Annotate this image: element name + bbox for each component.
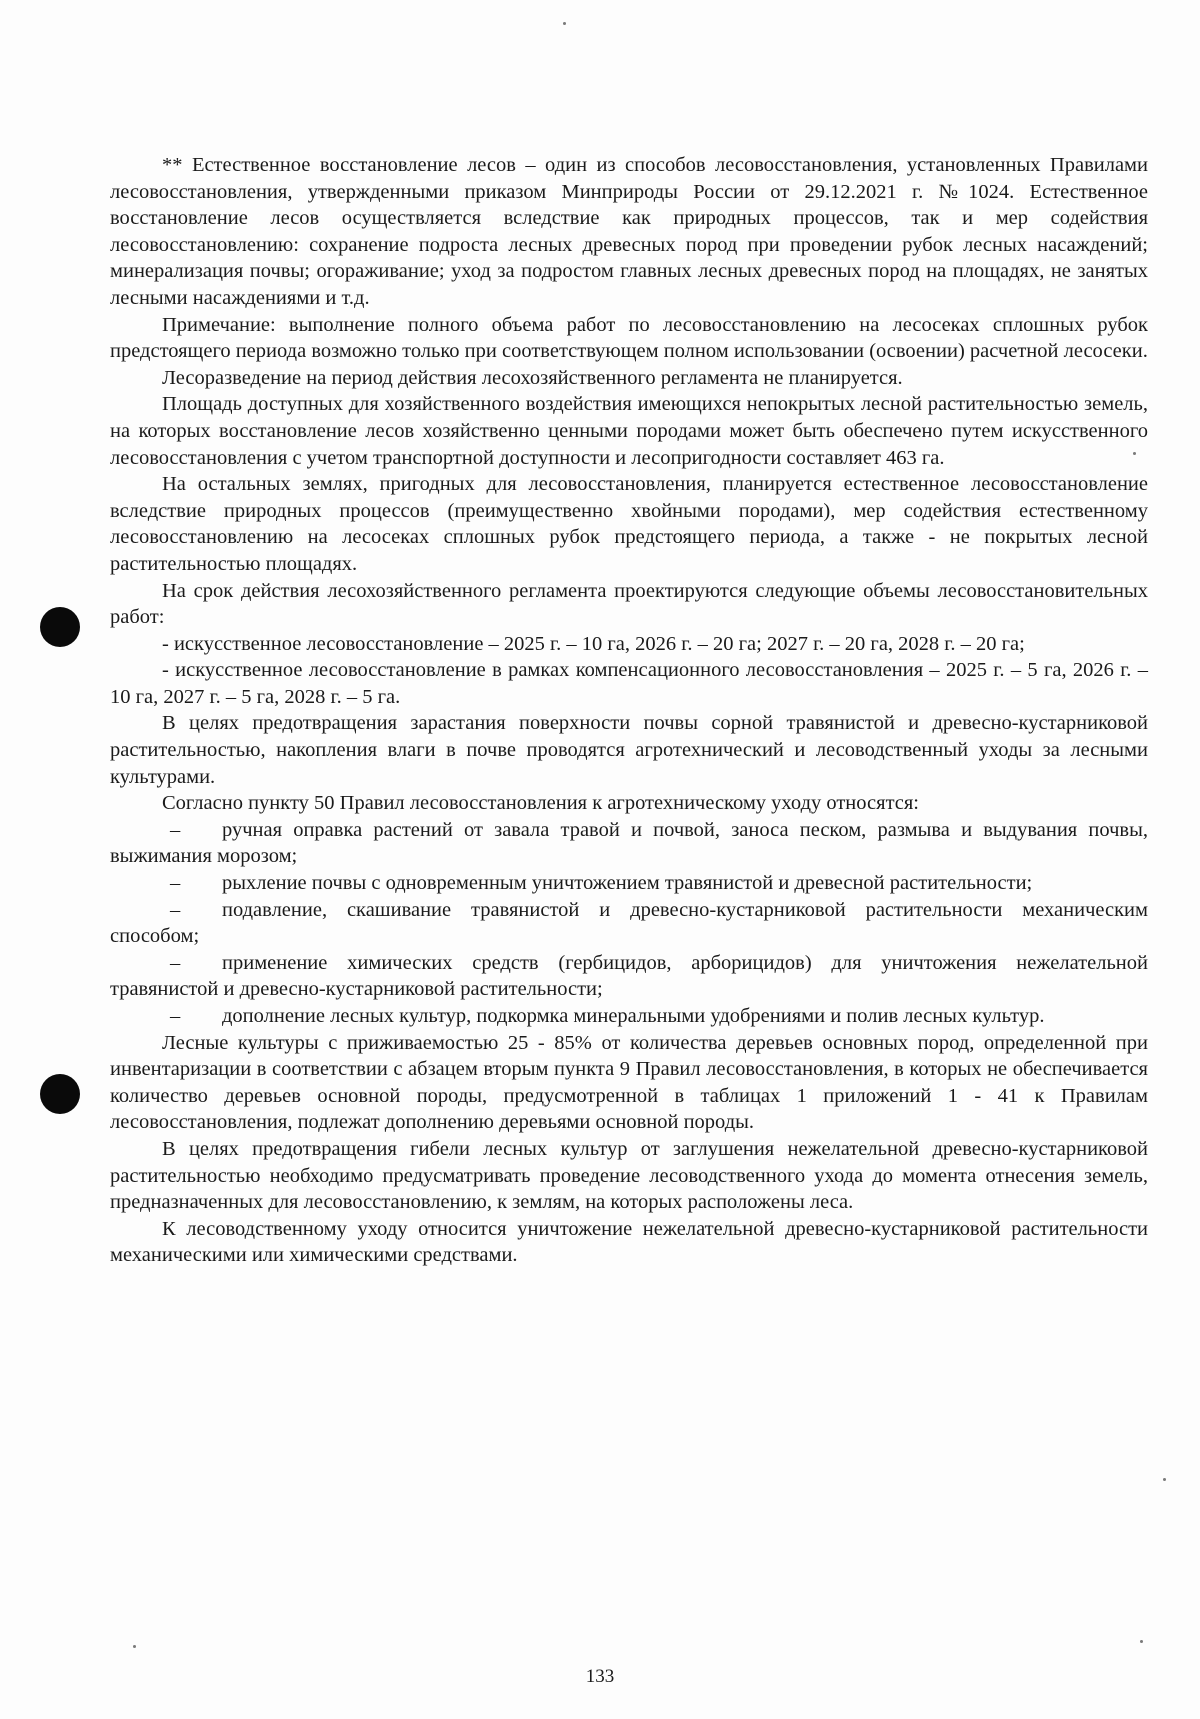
scan-speck xyxy=(133,1645,136,1648)
paragraph-other-lands: На остальных землях, пригодных для лесовосстановления, планируется естественное лесовосстановление вследствие природных процессов (преимущественно хвойными породами), мер содействия естественному лесовосстановлению на лесосеках сплошных рубок предстоящего периода, а также - не покрытых лесной растительностью площадях. xyxy=(110,473,1148,575)
scan-speck xyxy=(1140,1640,1143,1643)
paragraph-silvicultural-care: В целях предотвращения гибели лесных культур от заглушения нежелательной древесно-кустарниковой растительностью необходимо предусматривать проведение лесоводственного ухода до момента отнесения земель, предназначенных для лесовосстановлению, к землям, на которых расположены леса. xyxy=(110,1137,1148,1214)
document-body xyxy=(110,152,1148,1269)
paragraph-artificial-restoration: - искусственное лесовосстановление – 2025 г. – 10 га, 2026 г. – 20 га; 2027 г. – 20 га, 2028 г. – 20 га; xyxy=(162,632,1025,655)
paragraph-note: Примечание: выполнение полного объема работ по лесовосстановлению на лесосеках сплошных рубок предстоящего периода возможно только при соответствующем полном использовании (освоении) расчетной лесосеки. xyxy=(110,313,1148,363)
list-item-text: ручная оправка растений от завала травой и почвой, заноса песком, размыва и выдувания почвы, выжимания морозом; xyxy=(110,818,1148,868)
paragraph-care-purpose: В целях предотвращения зарастания поверхности почвы сорной травянистой и древесно-кустарниковой растительностью, накопления влаги в почве проводятся агротехнический и лесоводственный уходы за лесными культурами. xyxy=(110,712,1148,788)
paragraph-survival-rate: Лесные культуры с приживаемостью 25 - 85% от количества деревьев основных пород, определенной при инвентаризации в соответствии с абзацем вторым пункта 9 Правил лесовосстановления, в которых не обеспечивается количество деревьев основной породы, предусмотренной в таблицах 1 приложений 1 - 41 к Правилам лесовосстановления, подлежат дополнению деревьями основной породы. xyxy=(110,1031,1148,1134)
page-number: 133 xyxy=(585,1666,615,1687)
list-item-text: дополнение лесных культур, подкормка минеральными удобрениями и полив лесных культур. xyxy=(222,1005,1045,1027)
paragraph-compensation-restoration: - искусственное лесовосстановление в рамках компенсационного лесовосстановления – 2025 г. – 5 га, 2026 г. – 10 га, 2027 г. – 5 га, 2028 г. – 5 га. xyxy=(110,659,1148,708)
paragraph-care-definition: К лесоводственному уходу относится уничтожение нежелательной древесно-кустарниковой растительности механическими или химическими средствами. xyxy=(110,1217,1148,1267)
paragraph-volumes-intro: На срок действия лесохозяйственного регламента проектируются следующие объемы лесовосстановительных работ: xyxy=(110,579,1148,629)
list-item-text: применение химических средств (гербицидов, арборицидов) для уничтожения нежелательной травянистой и древесно-кустарниковой растительности; xyxy=(110,951,1148,1001)
bullet-dash: – xyxy=(170,1005,181,1027)
paragraph-natural-restoration: ** Естественное восстановление лесов – один из способов лесовосстановления, установленных Правилами лесовосстановления, утвержденными приказом Минприроды России от 29.12.2021 г. №1024. Естественное восстановление лесов осуществляется вследствие как природных процессов, так и мер содействия лесовосстановлению: сохранение подроста лесных древесных пород при проведении рубок лесных насаждений; минерализация почвы; огораживание; уход за подростом главных лесных древесных пород на площадях, не занятых лесными насаждениями и т.д. xyxy=(110,154,1148,309)
list-item xyxy=(110,897,1148,950)
list-item-text: рыхление почвы с одновременным уничтожением травянистой и древесной растительности; xyxy=(222,872,1033,895)
scan-speck xyxy=(563,22,566,25)
list-item xyxy=(110,870,1148,897)
bullet-dash: – xyxy=(170,898,181,921)
punch-hole-top xyxy=(40,607,80,647)
scan-speck xyxy=(1163,1478,1166,1481)
list-item xyxy=(110,950,1148,1003)
list-item-text: подавление, скашивание травянистой и древесно-кустарниковой растительности механическим способом; xyxy=(110,898,1148,948)
list-item xyxy=(110,817,1148,870)
paragraph-afforestation: Лесоразведение на период действия лесохозяйственного регламента не планируется. xyxy=(162,366,903,389)
punch-hole-bottom xyxy=(40,1074,80,1114)
paragraph-agrotech-intro: Согласно пункту 50 Правил лесовосстановления к агротехническому уходу относятся: xyxy=(162,792,919,815)
bullet-dash: – xyxy=(170,818,181,841)
paragraph-area: Площадь доступных для хозяйственного воздействия имеющихся непокрытых лесной растительностью земель, на которых восстановление лесов хозяйственно ценными породами может быть обеспечено путем искусственного лесовосстановления с учетом транспортной доступности и лесопригодности составляет 463 га. xyxy=(110,393,1148,469)
list-item xyxy=(110,1003,1148,1030)
bullet-dash: – xyxy=(170,872,181,895)
bullet-dash: – xyxy=(170,951,181,974)
